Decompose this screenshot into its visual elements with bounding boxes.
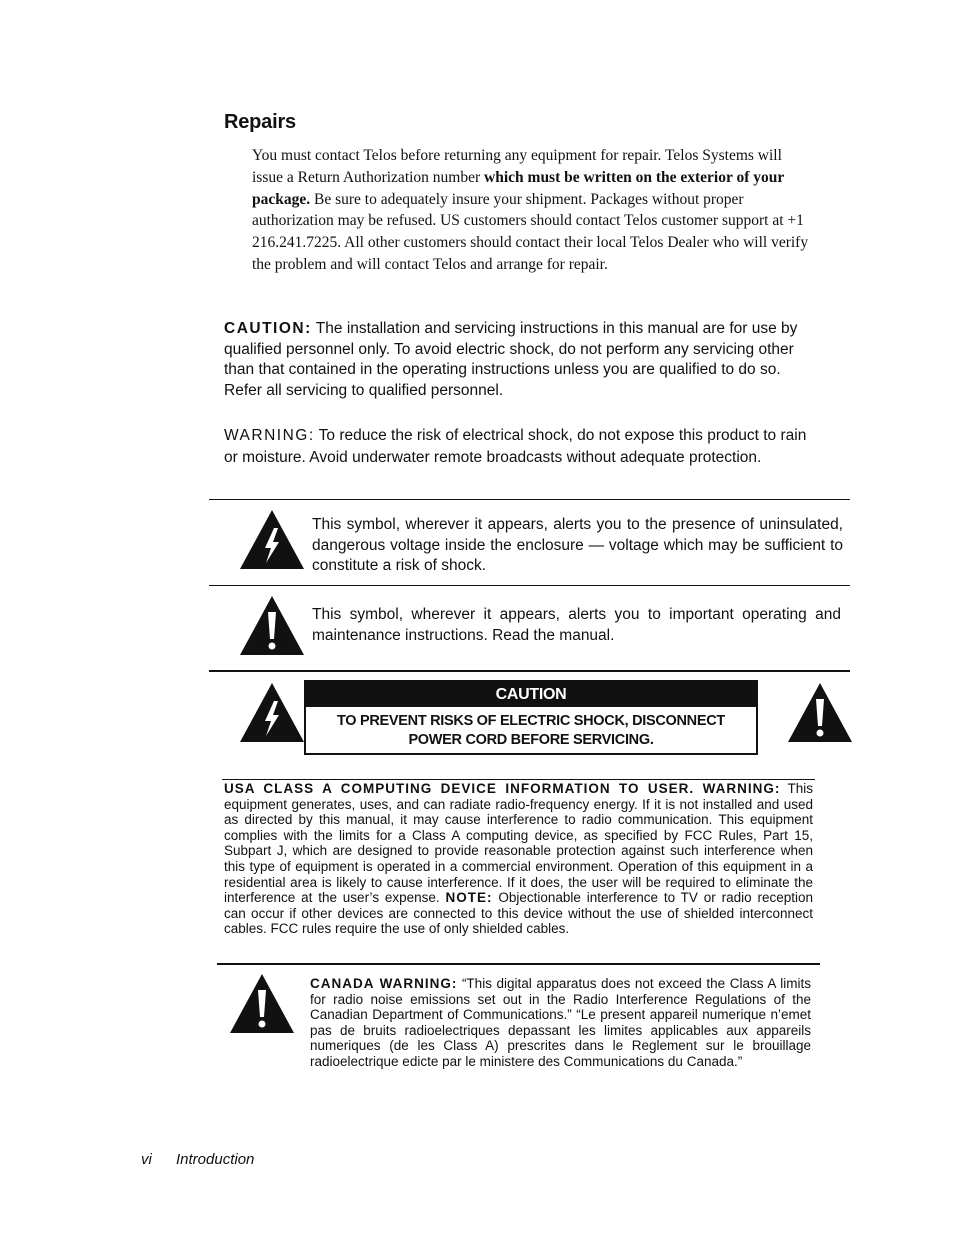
divider [209,499,850,500]
caution-lead: CAUTION: [224,320,312,337]
repairs-paragraph [252,145,812,276]
section-heading-repairs: Repairs [224,111,296,133]
exclamation-warning-icon [786,681,854,744]
exclamation-warning-icon [228,972,296,1035]
attention-symbol-description: This symbol, wherever it appears, alerts you to important operating and maintenance instructions. Read the manual. [312,606,841,644]
shock-symbol-description: This symbol, wherever it appears, alerts you to the presence of uninsulated, dangerous voltage inside the enclosure — voltage which may be sufficient to constitute a risk of shock. [312,516,843,575]
divider [217,963,820,965]
usa-text-2: Objectionable interference to TV or radio reception can occur if other devices are connected to this device without the use of shielded interconnect cables. FCC rules require the use of only shielded cables. [224,890,813,937]
caution-label-title: CAUTION [306,682,756,707]
repairs-text-1: You must contact Telos before returning any equipment for repair. Telos Systems will issue a Return Authorization number [252,147,782,186]
caution-text: The installation and servicing instructions in this manual are for use by qualified personnel only. To avoid electric shock, do not perform any servicing other than that contained in the operating instructions unless you are qualified to do so. Refer all servicing to qualified personnel. [224,320,798,399]
page-number: vi [141,1151,152,1168]
usa-text-1: This equipment generates, uses, and can radiate radio-frequency energy. If it is not installed and used as directed by this manual, it may cause interference to radio communication. This equipment complies with the limits for a Class A computing device, as specified by FCC Rules, Part 15, Subpart J, which are designed to provide reasonable protection against such interference when this type of equipment is operated in a commercial environment. Operation of this equipment in a residential area is likely to cause interference. If it does, the user will be required to eliminate the interference at the user’s expense. [224,781,813,906]
caution-label-line: TO PREVENT RISKS OF ELECTRIC SHOCK, DISCONNECT [337,713,725,729]
divider [222,779,815,780]
repairs-text-2: Be sure to adequately insure your shipment. Packages without proper authorization may be refused. US customers should contact Telos customer support at +1 216.241.7225. All other customers should contact their local Telos Dealer who will verify the problem and will contact Telos and arrange for repair. [252,190,809,273]
canada-text: “This digital apparatus does not exceed the Class A limits for radio noise emissions set out in the Radio Interference Regulations of the Canadian Department of Communications.” “Le present appareil numerique n’emet pas de bruits radioelectriques depassant les limites applicables aux appareils numeriques (de les Class A) prescrites dans le Reglement sur le brouillage radioelectrique edicte par le ministere des Communications du Canada.” [310,976,811,1069]
divider [209,585,850,586]
caution-label-line: POWER CORD BEFORE SERVICING. [408,732,654,748]
caution-label-body [306,707,756,750]
warning-text: To reduce the risk of electrical shock, do not expose this product to rain or moisture. Avoid underwater remote broadcasts without adequate protection. [224,427,807,466]
caution-label-box [304,680,758,755]
footer-section-title: Introduction [176,1151,255,1168]
usa-lead: USA CLASS A COMPUTING DEVICE INFORMATION TO USER. WARNING: [224,781,781,796]
canada-notice [310,976,811,1070]
electric-shock-warning-icon [238,508,306,571]
electric-shock-warning-icon [238,681,306,744]
usa-fcc-notice [224,781,813,937]
warning-paragraph [224,425,814,469]
exclamation-warning-icon [238,594,306,657]
usa-note-lead: NOTE: [445,890,493,906]
canada-lead: CANADA WARNING: [310,976,458,991]
divider [209,670,850,672]
warning-lead: WARNING: [224,427,315,444]
caution-paragraph [224,319,804,401]
repairs-text-bold: which must be written on the exterior of your package. [252,168,784,208]
